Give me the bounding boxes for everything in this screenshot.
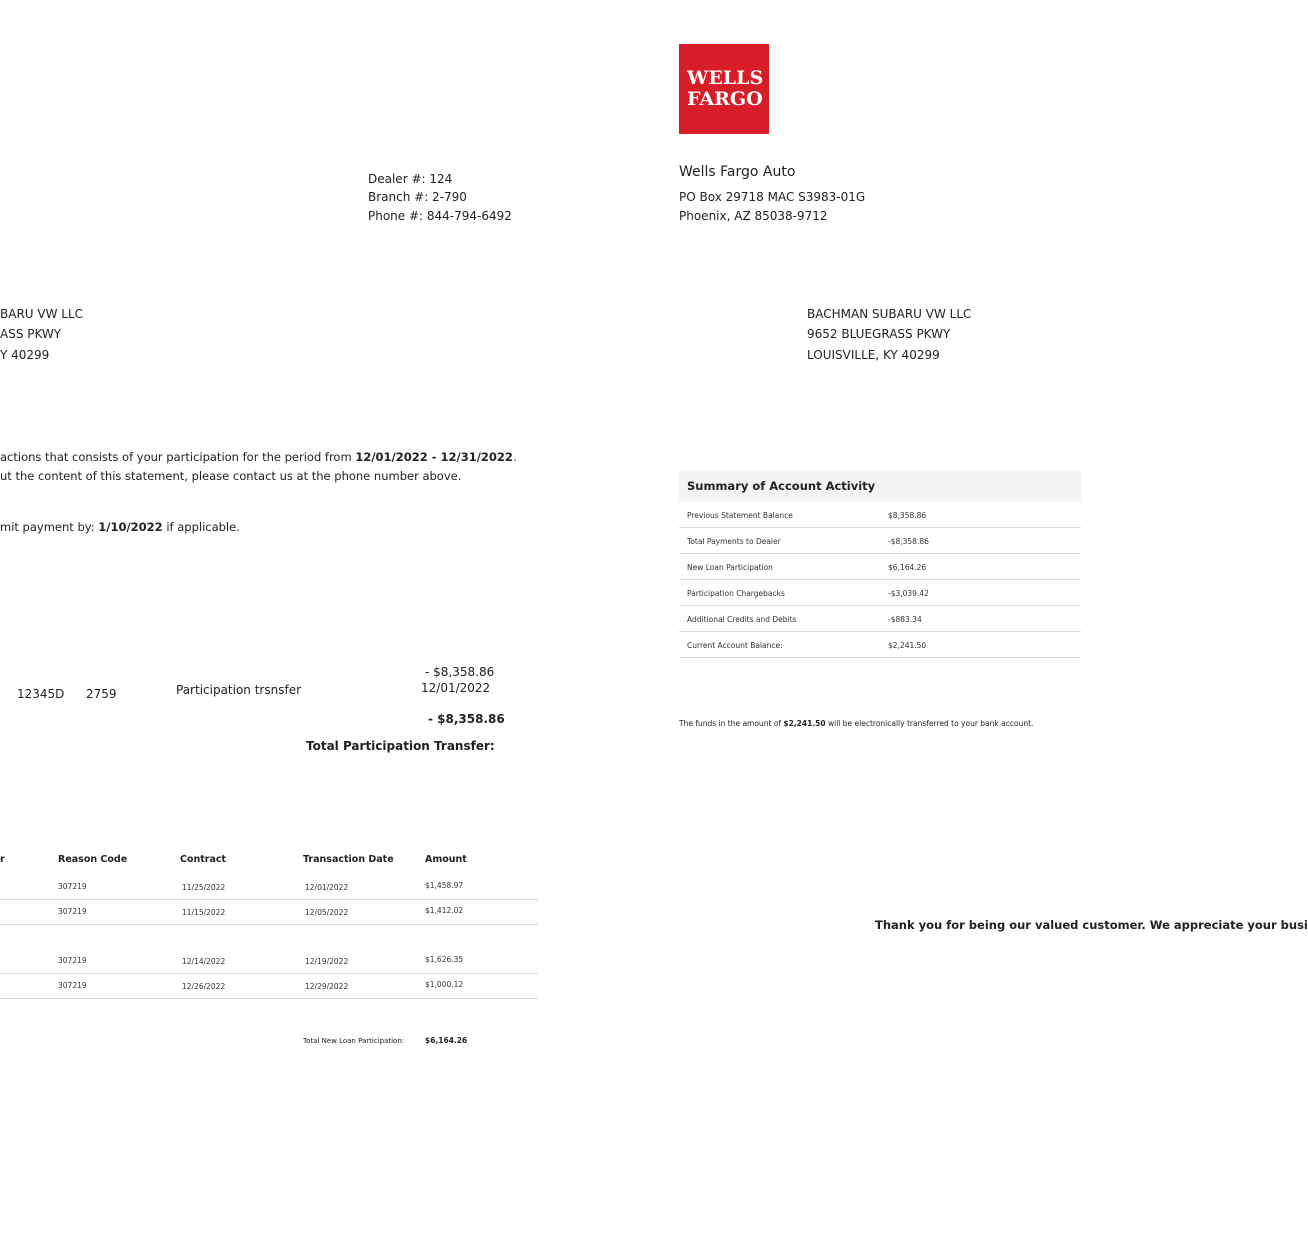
table-row-divider	[0, 973, 538, 974]
intro-payment-line	[0, 520, 240, 534]
dealer-number: Dealer #: 124	[368, 172, 453, 186]
summary-label: Total Payments to Dealer	[687, 537, 781, 546]
loan-date-cell: 12/29/2022	[305, 982, 349, 991]
funds-note-amount: $2,241.50	[783, 719, 826, 728]
transfer-id: 12345D	[17, 687, 65, 701]
intro-contact-line: ut the content of this statement, please contact us at the phone number above.	[0, 469, 462, 483]
loan-total-label: Total New Loan Participation:	[303, 1037, 405, 1045]
left-address-line-3: Y 40299	[0, 348, 50, 362]
summary-value: $2,241.50	[888, 641, 927, 650]
summary-row	[679, 528, 1081, 554]
summary-value: -$8,358.86	[888, 537, 929, 546]
funds-note-suffix: will be electronically transferred to your bank account.	[825, 719, 1034, 728]
table-row-divider	[0, 924, 538, 925]
table-row-divider	[0, 998, 538, 999]
intro-period-prefix: actions that consists of your participation for the period from	[0, 450, 356, 464]
loan-reason-cell: 307219	[58, 882, 87, 891]
logo-line-1: WELLS	[687, 67, 764, 89]
loan-contract-cell: 11/15/2022	[182, 908, 226, 917]
intro-payment-prefix: mit payment by:	[0, 520, 99, 534]
loan-date-cell: 12/19/2022	[305, 957, 349, 966]
loan-header-reason: Reason Code	[58, 854, 128, 865]
intro-payment-suffix: if applicable.	[162, 520, 240, 534]
summary-value: -$883.34	[888, 615, 922, 624]
summary-row	[679, 606, 1081, 632]
summary-label: Previous Statement Balance	[687, 511, 793, 520]
logo-line-2: FARGO	[687, 88, 763, 110]
transfer-description: Participation trsnsfer	[176, 683, 302, 697]
sender-name: Wells Fargo Auto	[679, 164, 796, 180]
summary-value: $8,358.86	[888, 511, 927, 520]
phone-number: Phone #: 844-794-6492	[368, 209, 512, 223]
summary-value: $6,164.26	[888, 563, 927, 572]
recipient-line-3: LOUISVILLE, KY 40299	[807, 348, 940, 362]
loan-amount-cell: $1,458.97	[425, 881, 464, 890]
summary-title: Summary of Account Activity	[679, 471, 1081, 502]
sender-address-2: Phoenix, AZ 85038-9712	[679, 209, 828, 223]
summary-row	[679, 632, 1081, 658]
transfer-total-amount: - $8,358.86	[428, 712, 505, 726]
wells-fargo-logo	[679, 44, 769, 134]
loan-header-amount: Amount	[425, 854, 467, 865]
transfer-number: 2759	[86, 687, 117, 701]
loan-reason-cell: 307219	[58, 907, 87, 916]
loan-date-cell: 12/01/2022	[305, 883, 349, 892]
intro-period-suffix: .	[512, 450, 517, 464]
summary-label: New Loan Participation	[687, 563, 773, 572]
summary-label: Current Account Balance:	[687, 641, 783, 650]
recipient-line-2: 9652 BLUEGRASS PKWY	[807, 327, 951, 341]
summary-label: Additional Credits and Debits	[687, 615, 797, 624]
left-address-line-1: BARU VW LLC	[0, 307, 84, 321]
loan-date-cell: 12/05/2022	[305, 908, 349, 917]
loan-amount-cell: $1,412.02	[425, 906, 464, 915]
thank-you-message: Thank you for being our valued customer. We appreciate your busi	[875, 918, 1308, 932]
loan-header-contract: Contract	[180, 854, 227, 865]
intro-period-line	[0, 450, 517, 464]
loan-total-value: $6,164.26	[425, 1036, 468, 1045]
loan-table-partial-header: r	[0, 854, 5, 865]
transfer-amount: - $8,358.86	[425, 665, 495, 679]
funds-transfer-note	[679, 719, 1033, 728]
summary-value: -$3,039.42	[888, 589, 929, 598]
loan-amount-cell: $1,626.35	[425, 955, 464, 964]
summary-row	[679, 502, 1081, 528]
summary-label: Participation Chargebacks	[687, 589, 785, 598]
loan-contract-cell: 12/14/2022	[182, 957, 226, 966]
funds-note-prefix: The funds in the amount of	[679, 719, 784, 728]
branch-number: Branch #: 2-790	[368, 190, 467, 204]
left-address-line-2: ASS PKWY	[0, 327, 62, 341]
summary-row	[679, 554, 1081, 580]
transfer-total-label: Total Participation Transfer:	[306, 739, 495, 753]
loan-reason-cell: 307219	[58, 981, 87, 990]
intro-payment-date: 1/10/2022	[98, 520, 163, 534]
table-row-divider	[0, 899, 538, 900]
transfer-date: 12/01/2022	[421, 681, 491, 695]
loan-amount-cell: $1,000.12	[425, 980, 464, 989]
intro-period-dates: 12/01/2022 - 12/31/2022	[355, 450, 513, 464]
loan-contract-cell: 11/25/2022	[182, 883, 226, 892]
sender-address-1: PO Box 29718 MAC S3983-01G	[679, 190, 866, 204]
recipient-line-1: BACHMAN SUBARU VW LLC	[807, 307, 972, 321]
loan-reason-cell: 307219	[58, 956, 87, 965]
loan-header-date: Transaction Date	[303, 854, 394, 865]
loan-contract-cell: 12/26/2022	[182, 982, 226, 991]
account-summary-table	[679, 471, 1081, 658]
summary-row	[679, 580, 1081, 606]
